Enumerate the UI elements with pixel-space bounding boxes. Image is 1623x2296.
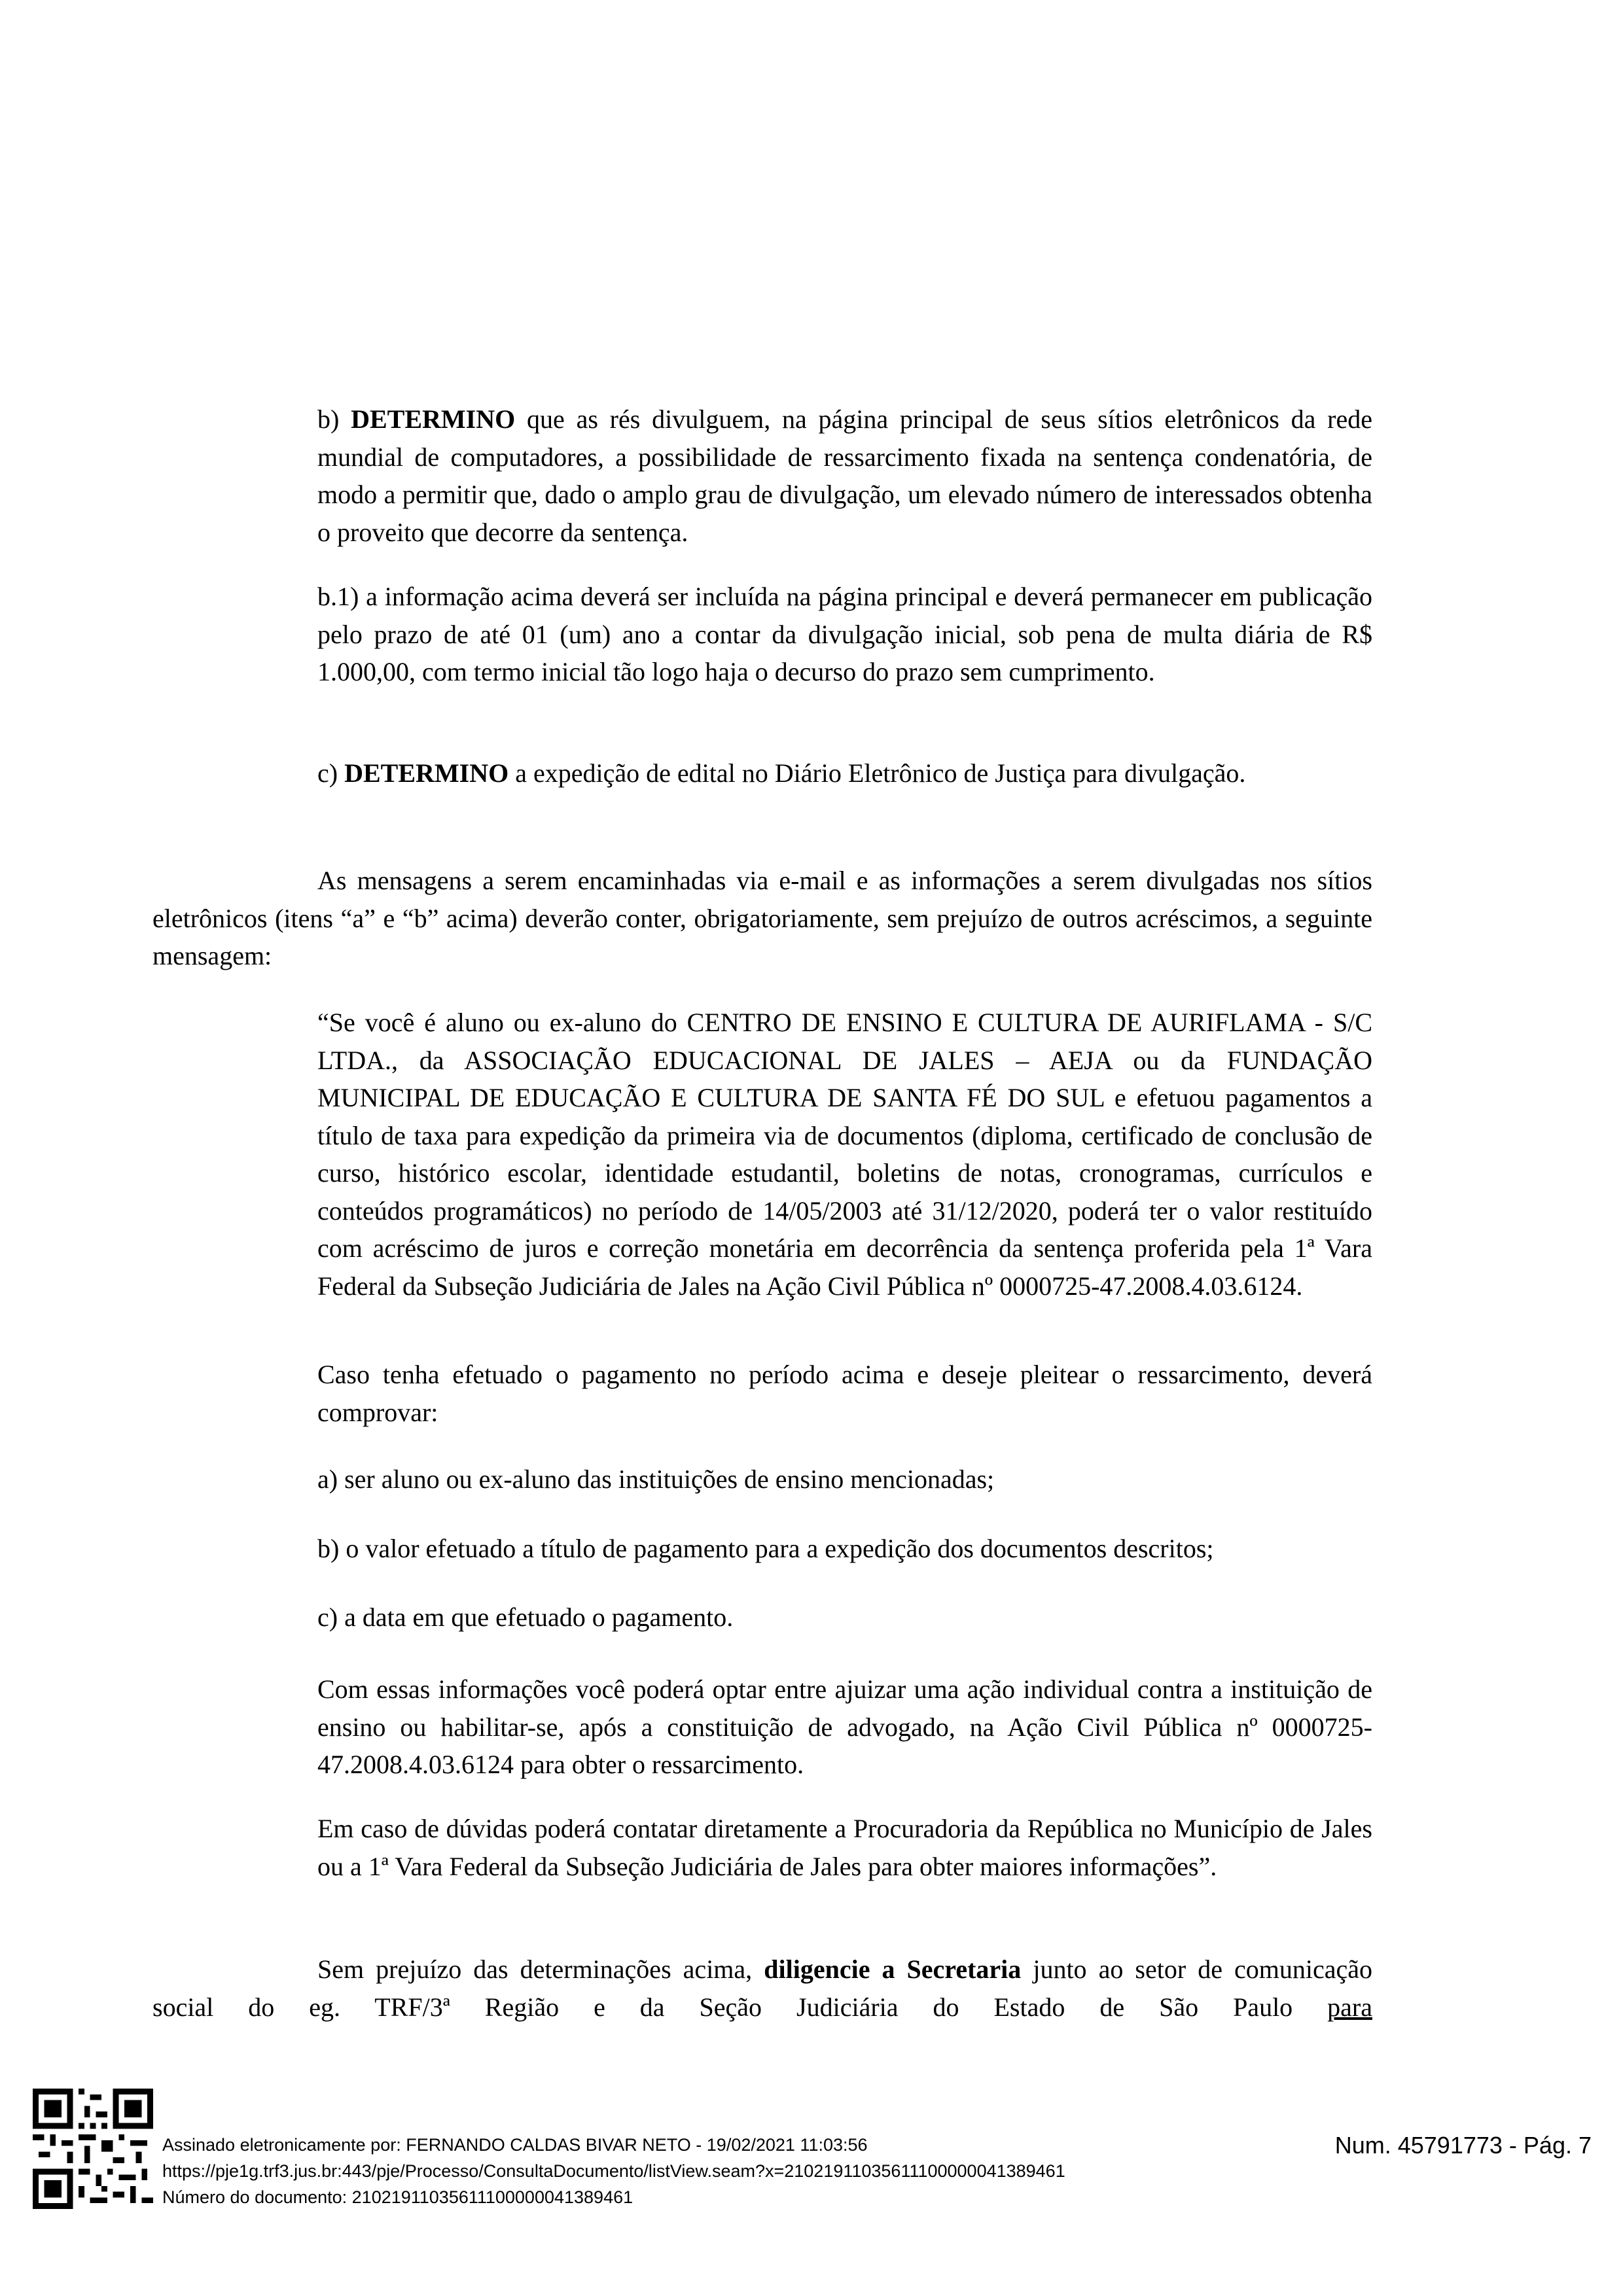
signature-line: Assinado eletronicamente por: FERNANDO CALDAS BIVAR NETO - 19/02/2021 11:03:56: [162, 2135, 868, 2155]
list-item-a: a) ser aluno ou ex-aluno das instituições de ensino mencionadas;: [317, 1464, 995, 1494]
bold-keyword: diligencie a Secretaria: [764, 1954, 1022, 1984]
underlined-text: para: [1327, 1992, 1372, 2022]
bold-keyword: DETERMINO: [351, 404, 516, 434]
paragraph-c-determino: [317, 754, 1372, 792]
paragraph-duvidas: Em caso de dúvidas poderá contatar diretamente a Procuradoria da República no Município de Jales ou a 1ª Vara Federal da Subseção Judiciária de Jales para obter maiores informações”.: [317, 1814, 1372, 1881]
qr-code: [33, 2089, 153, 2209]
document-number: Número do documento: 21021911035611100000041389461: [162, 2187, 633, 2207]
paragraph-com-essas: Com essas informações você poderá optar entre ajuizar uma ação individual contra a instituição de ensino ou habilitar-se, após a constituição de advogado, na Ação Civil Pública nº 0000725-47.2008.4.03.6124 para obter o ressarcimento.: [317, 1674, 1372, 1779]
page-number: Num. 45791773 - Pág. 7: [1334, 2132, 1592, 2159]
paragraph-text: que as rés divulguem, na página principal de seus sítios eletrônicos da rede mundial de computadores, a possibilidade de ressarcimento fixada na sentença condenatória, de modo a permitir que, dado o amplo grau de divulgação, um elevado número de interessados obtenha o proveito que decorre da sentença.: [317, 404, 1372, 547]
paragraph-b1: b.1) a informação acima deverá ser incluída na página principal e deverá permanecer em publicação pelo prazo de até 01 (um) ano a contar da divulgação inicial, sob pena de multa diária de R$ 1.000,00, com termo inicial tão logo haja o decurso do prazo sem cumprimento.: [317, 582, 1372, 686]
item-prefix: b): [317, 404, 351, 434]
paragraph-sem-prejuizo: [152, 1951, 1372, 2026]
document-url[interactable]: https://pje1g.trf3.jus.br:443/pje/Processo/ConsultaDocumento/listView.seam?x=21021911035611100000041389461: [162, 2161, 1065, 2181]
paragraph-text: Sem prejuízo das determinações acima,: [317, 1954, 764, 1984]
bold-keyword: DETERMINO: [344, 758, 509, 788]
paragraph-caso-tenha: Caso tenha efetuado o pagamento no período acima e deseje pleitear o ressarcimento, deverá comprovar:: [317, 1360, 1372, 1427]
list-item-c: c) a data em que efetuado o pagamento.: [317, 1602, 734, 1632]
paragraph-text: junto ao setor de comunicação social do eg. TRF/3ª Região e da Seção Judiciária do Estado de São Paulo: [152, 1954, 1373, 2022]
paragraph-b-determino: [317, 400, 1372, 551]
paragraph-text: a expedição de edital no Diário Eletrônico de Justiça para divulgação.: [508, 758, 1246, 788]
paragraph-mensagens: As mensagens a serem encaminhadas via e-mail e as informações a serem divulgadas nos sítios eletrônicos (itens “a” e “b” acima) deverão conter, obrigatoriamente, sem prejuízo de outros acréscimos, a seguinte mensagem:: [152, 866, 1372, 970]
list-item-b: b) o valor efetuado a título de pagamento para a expedição dos documentos descritos;: [317, 1534, 1214, 1563]
item-prefix: c): [317, 758, 345, 788]
paragraph-quote-message: “Se você é aluno ou ex-aluno do CENTRO DE ENSINO E CULTURA DE AURIFLAMA - S/C LTDA., da ASSOCIAÇÃO EDUCACIONAL DE JALES – AEJA ou da FUNDAÇÃO MUNICIPAL DE EDUCAÇÃO E CULTURA DE SANTA FÉ DO SUL e efetuou pagamentos a título de taxa para expedição da primeira via de documentos (diploma, certificado de conclusão de curso, histórico escolar, identidade estudantil, boletins de notas, cronogramas, currículos e conteúdos programáticos) no período de 14/05/2003 até 31/12/2020, poderá ter o valor restituído com acréscimo de juros e correção monetária em decorrência da sentença proferida pela 1ª Vara Federal da Subseção Judiciária de Jales na Ação Civil Pública nº 0000725-47.2008.4.03.6124.: [317, 1008, 1372, 1301]
